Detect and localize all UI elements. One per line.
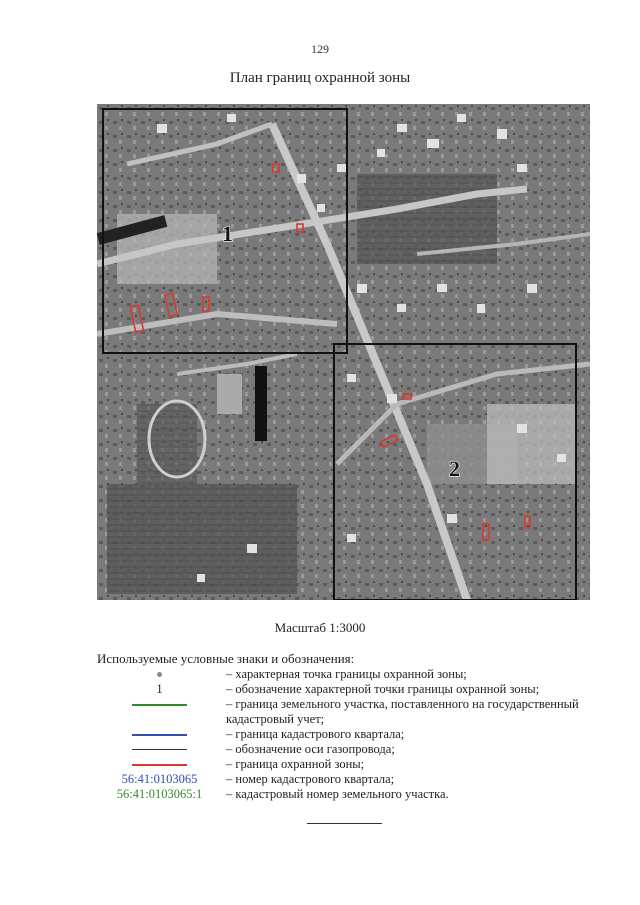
cadastral-number-sample: 56:41:0103065:1	[116, 787, 203, 801]
legend	[97, 667, 597, 802]
legend-desc: – номер кадастрового квартала;	[226, 772, 395, 786]
open-area	[487, 404, 577, 484]
legend-item	[97, 757, 597, 772]
legend-desc: – обозначение оси газопровода;	[226, 742, 395, 756]
page-title: План границ охранной зоны	[229, 70, 411, 86]
legend-title: Используемые условные знаки и обозначения:	[97, 651, 355, 666]
point-number-sample: 1	[156, 682, 163, 696]
legend-item	[97, 742, 597, 757]
boundary-point-icon	[157, 672, 162, 677]
legend-desc: – кадастровый номер земельного участка.	[226, 787, 449, 801]
legend-desc: – граница земельного участка, поставленного на государственный кадастровый учет;	[226, 697, 579, 726]
legend-desc: – граница охранной зоны;	[226, 757, 365, 771]
legend-item	[97, 727, 597, 742]
field	[357, 174, 497, 264]
sheet-label-2: 2	[449, 456, 460, 481]
legend-item	[97, 697, 597, 727]
page-number: 129	[311, 42, 329, 56]
building	[217, 374, 242, 414]
legend-item	[97, 787, 597, 802]
legend-item	[97, 667, 597, 682]
legend-desc: – характерная точка границы охранной зоны;	[226, 667, 467, 681]
quarter-line-icon	[132, 734, 187, 736]
legend-desc: – обозначение характерной точки границы охранной зоны;	[226, 682, 540, 696]
legend-desc: – граница кадастрового квартала;	[226, 727, 405, 741]
footer-rule	[307, 823, 382, 824]
legend-item	[97, 682, 597, 697]
field	[137, 404, 197, 484]
land-plot-line-icon	[132, 704, 187, 706]
sheet-label-1: 1	[222, 221, 233, 246]
aerial-map-svg	[97, 104, 590, 600]
aerial-map	[97, 104, 590, 600]
zone-line-icon	[132, 764, 187, 766]
map-scale: Масштаб 1:3000	[274, 620, 366, 635]
pipeline-axis-line-icon	[132, 749, 187, 750]
long-building	[255, 366, 267, 441]
legend-item	[97, 772, 597, 787]
quarter-number-sample: 56:41:0103065	[121, 772, 198, 786]
